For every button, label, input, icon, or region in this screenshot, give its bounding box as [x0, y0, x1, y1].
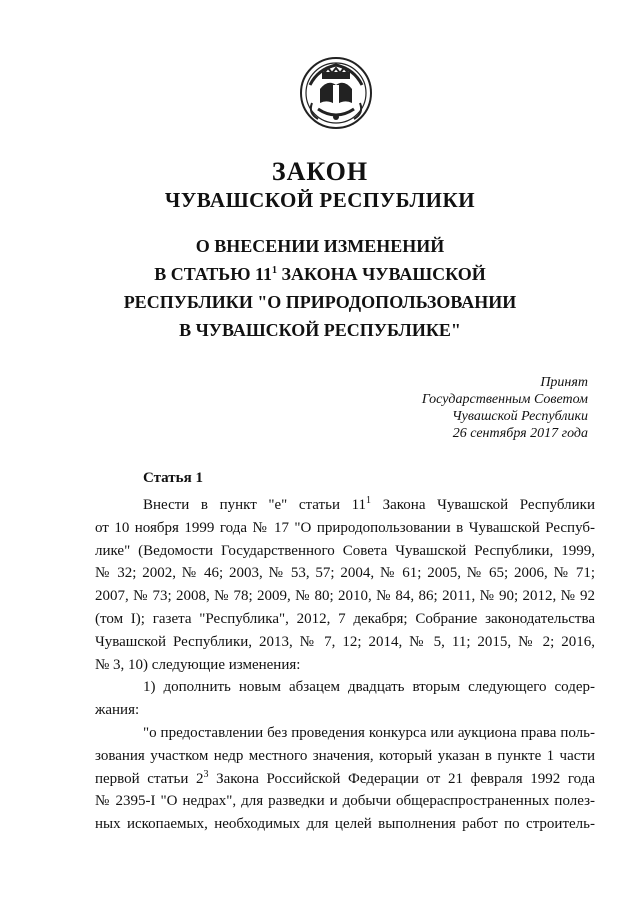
adoption-note-line: Принят	[540, 375, 588, 390]
body-line: лике" (Ведомости Государственного Совета Чувашской Республики, 1999,	[95, 542, 595, 559]
body-line: № 3, 10) следующие изменения:	[95, 656, 301, 673]
body-line: от 10 ноября 1999 года № 17 "О природопользовании в Чувашской Респуб-	[95, 519, 595, 536]
body-line: Внести в пункт "е" статьи $11^1$ Закона Чувашской Республики	[143, 495, 595, 513]
body-line: 1) дополнить новым абзацем двадцать вторым следующего содер-	[143, 679, 595, 696]
body-line: № 2395-I "О недрах", для разведки и добычи общераспространенных полез-	[95, 793, 595, 810]
body-line: (том I); газета "Республика", 2012, 7 декабря; Собрание законодательства	[95, 610, 595, 627]
body-line: жания:	[95, 702, 140, 719]
body-line: "о предоставлении без проведения конкурса или аукциона права поль-	[143, 724, 595, 741]
document-title: ЗАКОН	[271, 157, 369, 186]
body-line: зования участком недр местного значения, который указан в пункте 1 части	[95, 747, 595, 764]
body-line: Чувашской Республики, 2013, № 7, 12; 2014, № 5, 11; 2015, № 2; 2016,	[95, 633, 595, 650]
chuvash-republic-emblem-icon	[298, 55, 374, 131]
law-subject-line-3: РЕСПУБЛИКИ "О ПРИРОДОПОЛЬЗОВАНИИ	[123, 292, 517, 312]
body-line: № 32; 2002, № 46; 2003, № 53, 57; 2004, № 61; 2005, № 65; 2006, № 71;	[95, 565, 595, 582]
adoption-note-line: Государственным Советом	[421, 392, 588, 407]
law-subject-line-4: В ЧУВАШСКОЙ РЕСПУБЛИКЕ"	[179, 320, 461, 340]
adoption-date: 26 сентября 2017 года	[452, 426, 588, 441]
body-line: 2007, № 73; 2008, № 78; 2009, № 80; 2010, № 84, 86; 2011, № 90; 2012, № 92	[95, 588, 595, 605]
article-heading: Статья 1	[143, 470, 203, 486]
law-subject-line-2: В СТАТЬЮ $11^1$ ЗАКОНА ЧУВАШСКОЙ	[154, 264, 486, 284]
adoption-note	[422, 374, 588, 442]
article-body	[95, 494, 595, 836]
body-line: первой статьи $2^3$ Закона Российской Федерации от 21 февраля 1992 года	[95, 768, 595, 787]
adoption-note-line: Чувашской Республики	[452, 409, 588, 424]
law-subject-line-1: О ВНЕСЕНИИ ИЗМЕНЕНИЙ	[195, 236, 445, 256]
document-issuer: ЧУВАШСКОЙ РЕСПУБЛИКИ	[164, 188, 476, 212]
body-line: ных ископаемых, необходимых для целей выполнения работ по строитель-	[95, 816, 595, 833]
